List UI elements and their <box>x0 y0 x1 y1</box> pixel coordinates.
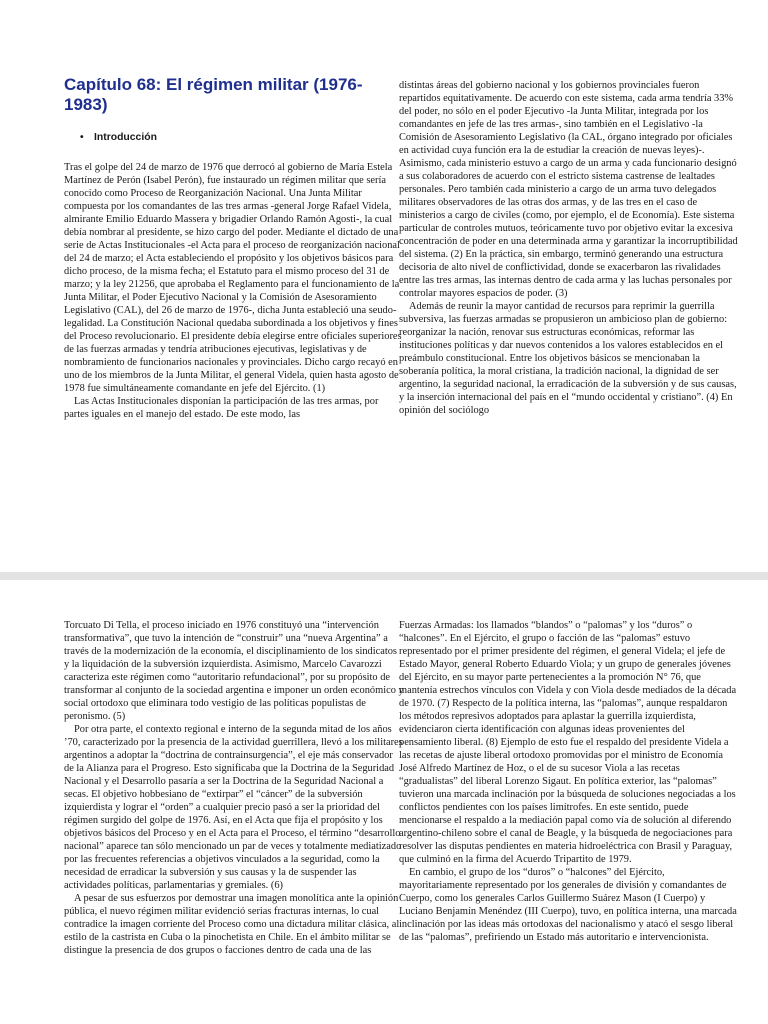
paragraph: Las Actas Institucionales disponían la participación de las tres armas, por partes iguales en el manejo del estado. De este modo, las <box>64 396 379 420</box>
paragraph: Fuerzas Armadas: los llamados “blandos” o “palomas” y los “duros” o “halcones”. En el Ejército, el grupo o facción de las “palomas” estuvo representado por el primer presidente del régimen, el general Videla; el jefe de Estado Mayor, general Roberto Eduardo Viola; y un grupo de generales jóvenes del Ejército, en su mayor parte pertenecientes a la promoción N° 76, que mantenía estrechos vínculos con Videla y con Viola desde mediados de la década de 1970. (7) Respecto de la política interna, las “palomas”, aunque respaldaron los métodos represivos adoptados para aplastar la guerrilla izquierdista, evidenciaron cierta identificación con algunas ideas provenientes del pensamiento liberal. (8) Ejemplo de esto fue el respaldo del presidente Videla a las recetas de ajuste liberal ortodoxo promovidas por el ministro de Economía José Alfredo Martínez de Hoz, o el de su sucesor Viola a las recetas “gradualistas” del liberal Lorenzo Sigaut. En política exterior, las “palomas” tuvieron una marcada inclinación por la búsqueda de soluciones negociadas a los conflictos pendientes con los países limítrofes. En este sentido, puede mencionarse el respaldo a la mediación papal como vía de solución al diferendo argentino-chileno sobre el canal de Beagle, y la búsqueda de negociaciones para resolver las disputas pendientes en materia hidroeléctrica con Brasil y Paraguay, que culminó en la firma del Acuerdo Tripartito de 1979. <box>399 620 737 865</box>
page2-left-column <box>64 619 404 957</box>
page1-right-column <box>399 79 739 417</box>
chapter-title: Capítulo 68: El régimen militar (1976-1983) <box>64 75 363 114</box>
paragraph: Además de reunir la mayor cantidad de recursos para reprimir la guerrilla subversiva, las fuerzas armadas se propusieron un ambicioso plan de gobierno: reorganizar la nación, renovar sus estructuras económicas, reformar las instituciones políticas y dar nuevos contenidos a los valores establecidos en el preámbulo constitucional. Entre los objetivos básicos se mencionaban la soberanía política, la moral cristiana, la tradición nacional, la dignidad de ser argentino, la seguridad nacional, la erradicación de la subversión y de sus causas, y la inserción internacional del país en el “mundo occidental y cristiano”. (4) En opinión del sociólogo <box>399 301 737 416</box>
bullet-icon: • <box>80 132 84 143</box>
paragraph: En cambio, el grupo de los “duros” o “halcones” del Ejército, mayoritariamente representado por los generales de división y comandantes de Cuerpo, como los generales Carlos Guillermo Suárez Mason (I Cuerpo) y Luciano Benjamín Menéndez (III Cuerpo), tuvo, en política interna, una marcada inclinación por las ideas más ortodoxas del nacionalismo y atacó el sesgo liberal de las “palomas”, prefiriendo un Estado más autoritario e intervencionista. <box>399 867 737 943</box>
paragraph: distintas áreas del gobierno nacional y los gobiernos provinciales fueron repartidos equitativamente. De acuerdo con este sistema, cada arma tendría 33% del poder, no sólo en el poder Ejecutivo -la Junta Militar, integrada por los comandantes en jefe de las tres armas-, sino también en el Legislativo -la Comisión de Asesoramiento Legislativo (la CAL, órgano integrado por oficiales en actividad cuya función era la de estudiar la creación de nuevas leyes)-. Asimismo, cada ministerio estuvo a cargo de un arma y cada funcionario designó a sus colaboradores de acuerdo con el estricto sistema castrense de lealtades personales. Pero también cada ministerio a cargo de un arma tuvo delegados militares observadores de las otras dos armas, y de las tres en el caso de ministerios a cargo de civiles (como, por ejemplo, el de Economía). Este sistema particular de controles mutuos, teóricamente tuvo por objetivo evitar la excesiva concentración de poder en una determinada arma y garantizar la incorruptibilidad del sistema. (2) En la práctica, sin embargo, terminó generando una estructura decisoria de alto nivel de conflictividad, donde se exacerbaron las rivalidades entre las tres armas, las internas dentro de cada arma y las luchas personales por controlar mayores espacios de poder. (3) <box>399 80 738 299</box>
section-heading <box>80 131 404 144</box>
paragraph: Tras el golpe del 24 de marzo de 1976 que derrocó al gobierno de María Estela Martínez de Perón (Isabel Perón), fue instaurado un régimen militar que sería conocido como Proceso de Reorganización Nacional. Una Junta Militar compuesta por los comandantes de las tres armas -general Jorge Rafael Videla, almirante Emilio Eduardo Massera y brigadier Orlando Ramón Agosti-, la cual debía nombrar al presidente, se hizo cargo del poder. Mediante el dictado de una serie de Actas Institucionales -el Acta para el proceso de reorganización nacional del 24 de marzo; el Acta estableciendo el propósito y los objetivos básicos para dicho proceso, de la misma fecha; el Estatuto para el mismo proceso del 31 de marzo; y la ley 21256, que aprobaba el Reglamento para el funcionamiento de la Junta Militar, el Poder Ejecutivo Nacional y la Comisión de Asesoramiento Legislativo (CAL), del 26 de marzo de 1976-, dicha Junta estableció una seudo-legalidad. La Constitución Nacional quedaba subordinada a los objetivos y fines del Proceso revolucionario. El presidente debía elegirse entre oficiales superiores de las fuerzas armadas y tendría atribuciones ejecutivas, legislativas y de nombramiento de funcionarios nacionales y provinciales. Dicho cargo recayó en uno de los miembros de la Junta Militar, el general Videla, quien hasta agosto de 1978 fue simultáneamente comandante en jefe del Ejército. (1) <box>64 162 402 394</box>
page1-left-column <box>64 75 404 421</box>
paragraph: A pesar de sus esfuerzos por demostrar una imagen monolítica ante la opinión pública, el nuevo régimen militar evidenció serias fracturas internas, lo cual contradice la imagen corriente del Proceso como una dictadura militar clásica, al estilo de la castrista en Cuba o la pinochetista en Chile. En el ámbito militar se distingue la presencia de dos grupos o facciones dentro de cada una de las <box>64 893 400 956</box>
paragraph: Torcuato Di Tella, el proceso iniciado en 1976 constituyó una “intervención transformativa”, que tuvo la intención de “construir” una “nueva Argentina” a través de la modernización de la economía, el disciplinamiento de los sindicatos y la liquidación de la subversión izquierdista. Asimismo, Marcelo Cavarozzi caracteriza este régimen como “autoritario refundacional”, por su propósito de transformar al conjunto de la sociedad argentina e imponer un orden económico y social ortodoxo que eliminara todo vestigio de las políticas populistas de peronismo. (5) <box>64 620 404 722</box>
section-heading-text: Introducción <box>94 132 157 143</box>
paragraph: Por otra parte, el contexto regional e interno de la segunda mitad de los años ’70, caracterizado por la presencia de la actividad guerrillera, llevó a los militares argentinos a adoptar la “doctrina de contrainsurgencia”, el eje más conservador de la Alianza para el Progreso. Esto significaba que la Doctrina de la Seguridad Nacional y el Desarrollo pasaría a ser la Doctrina de la Seguridad Nacional a secas. El objetivo hobbesiano de “extirpar” el “cáncer” de la subversión izquierdista y lograr el “orden” a cualquier precio pasó a ser la prioridad del régimen surgido del golpe de 1976. Así, en el Acta que fija el propósito y los objetivos básicos del Proceso y en el Acta para el Proceso, el término “desarrollo nacional” aparece tan sólo mencionado un par de veces y totalmente mediatizado por las frecuentes referencias a objetivos vinculados a la seguridad, como la necesidad de erradicar la subversión y sus causas y la de suspender las actividades políticas, parlamentarias y gremiales. (6) <box>64 724 403 891</box>
page2-right-column <box>399 619 739 944</box>
